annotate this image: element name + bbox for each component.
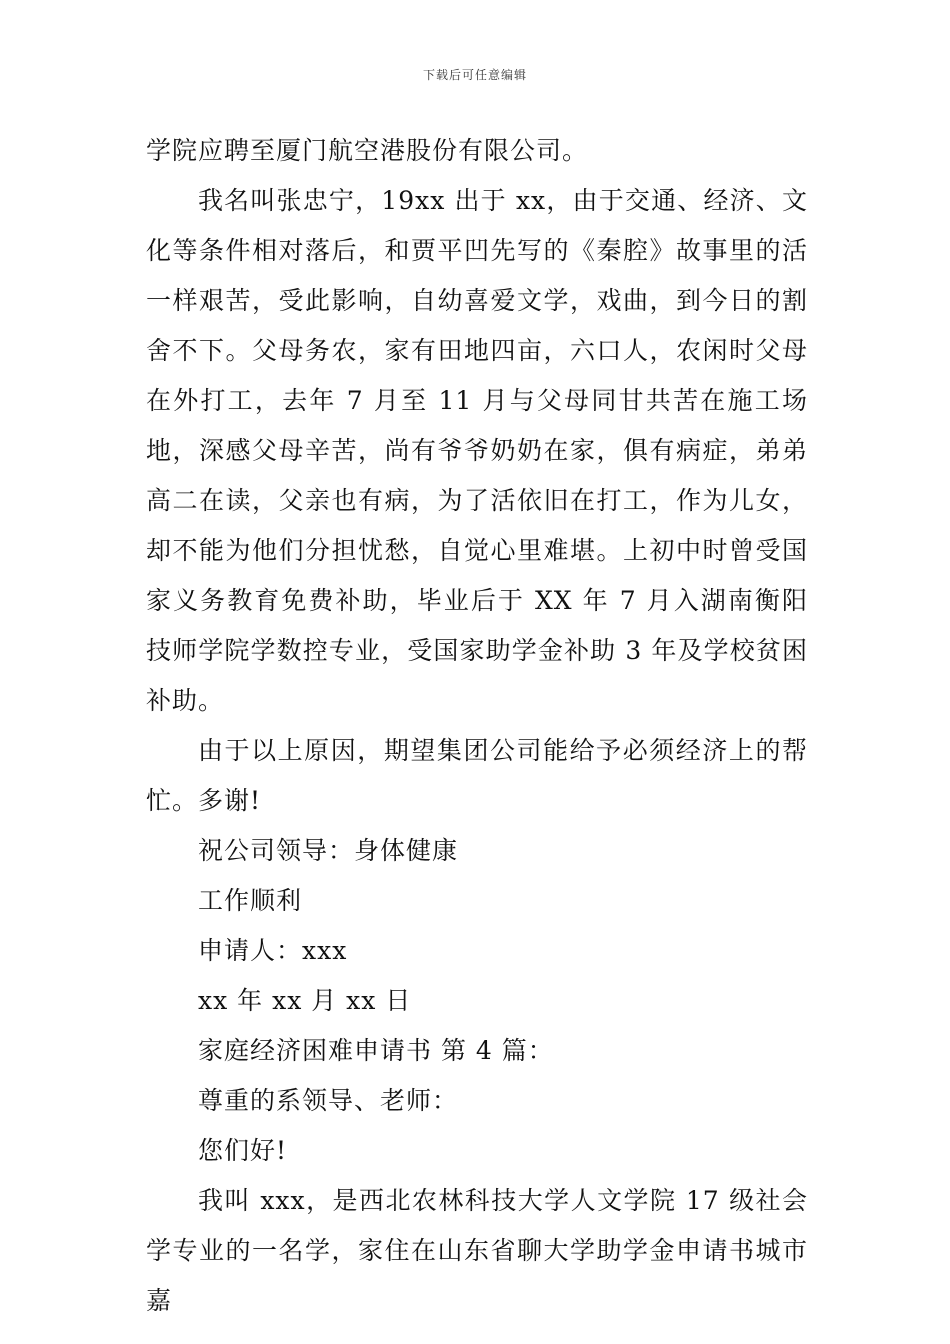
- greeting: 您们好!: [198, 1136, 288, 1165]
- paragraph-introduction: 我叫 xxx，是西北农林科技大学人文学院 17 级社会学专业的一名学，家住在山东省聊大学助学金申请书城市嘉: [146, 1186, 808, 1315]
- applicant-signature: 申请人：xxx: [198, 936, 348, 965]
- closing-wishes: 祝公司领导：身体健康: [198, 836, 459, 865]
- paragraph-continuation: 学院应聘至厦门航空港股份有限公司。: [146, 136, 589, 165]
- paragraph-personal-background: 我名叫张忠宁，19xx 出于 xx，由于交通、经济、文化等条件相对落后，和贾平凹先写的《秦腔》故事里的活一样艰苦，受此影响，自幼喜爱文学，戏曲，到今日的割舍不下。父母务农，家有田地四亩，六口人，农闲时父母在外打工，去年 7 月至 11 月与父母同甘共苦在施工场地，深感父母辛苦，尚有爷爷奶奶在家，俱有病症，弟弟高二在读，父亲也有病，为了活依旧在打工，作为儿女，却不能为他们分担忧愁，自觉心里难堪。上初中时曾受国家义务教育免费补助，毕业后于 XX 年 7 月入湖南衡阳技师学院学数控专业，受国家助学金补助 3 年及学校贫困补助。: [146, 186, 808, 715]
- paragraph-request: 由于以上原因，期望集团公司能给予必须经济上的帮忙。多谢!: [146, 736, 808, 815]
- page-header-note: 下载后可任意编辑: [422, 68, 527, 82]
- section-heading: 家庭经济困难申请书 第 4 篇：: [198, 1036, 554, 1065]
- signature-date: xx 年 xx 月 xx 日: [198, 986, 412, 1015]
- document-body: [146, 126, 808, 1326]
- closing-wishes-continued: 工作顺利: [198, 886, 303, 915]
- salutation: 尊重的系领导、老师：: [198, 1086, 459, 1115]
